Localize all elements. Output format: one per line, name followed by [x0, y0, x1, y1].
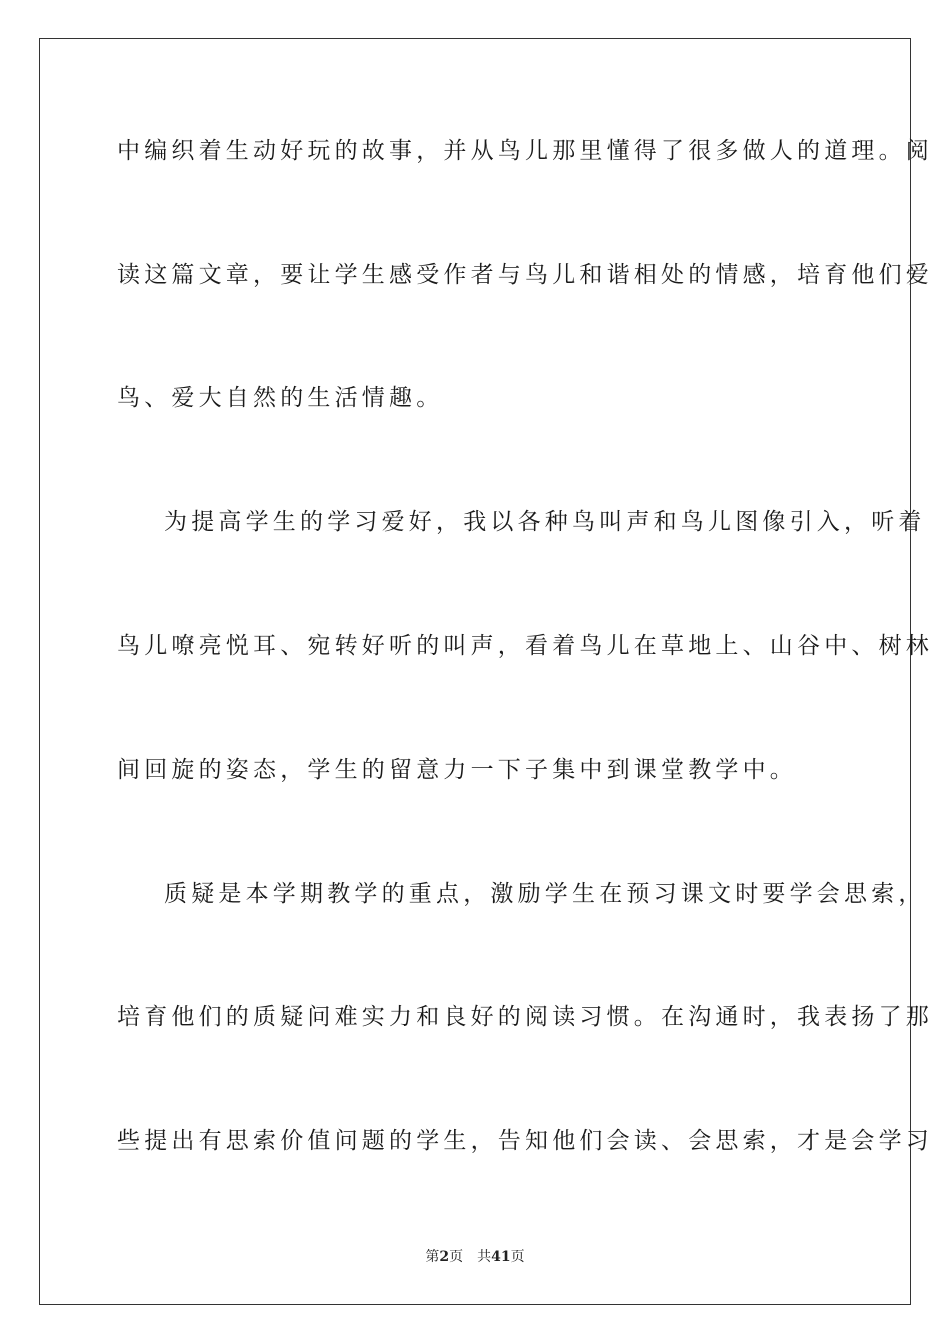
- body-text-line-3: 鸟、爱大自然的生活情趣。: [117, 385, 444, 411]
- body-text-line-6: 间回旋的姿态，学生的留意力一下子集中到课堂教学中。: [117, 757, 797, 783]
- body-text-line-9: 些提出有思索价值问题的学生，告知他们会读、会思索，才是会学习: [117, 1128, 933, 1154]
- page-prefix: 第: [425, 1249, 440, 1265]
- page-number: 2: [439, 1249, 450, 1265]
- paragraph-2-line-1: 为提高学生的学习爱好，我以各种鸟叫声和鸟儿图像引入，听着: [164, 509, 926, 535]
- body-text-line-8: 培育他们的质疑问难实力和良好的阅读习惯。在沟通时，我表扬了那: [117, 1004, 933, 1030]
- body-text-line-5: 鸟儿嘹亮悦耳、宛转好听的叫声，看着鸟儿在草地上、山谷中、树林: [117, 633, 933, 659]
- page-suffix: 页: [449, 1249, 464, 1265]
- page-footer: [0, 1248, 950, 1266]
- total-suffix: 页: [510, 1249, 525, 1265]
- total-prefix: 共: [477, 1249, 492, 1265]
- page-border: [39, 38, 933, 1305]
- total-pages: 41: [491, 1249, 511, 1265]
- paragraph-3-line-1: 质疑是本学期教学的重点，激励学生在预习课文时要学会思索，: [164, 881, 926, 907]
- body-text-line-1: 中编织着生动好玩的故事，并从鸟儿那里懂得了很多做人的道理。阅: [117, 138, 933, 164]
- body-text-line-2: 读这篇文章，要让学生感受作者与鸟儿和谐相处的情感，培育他们爱: [117, 262, 933, 288]
